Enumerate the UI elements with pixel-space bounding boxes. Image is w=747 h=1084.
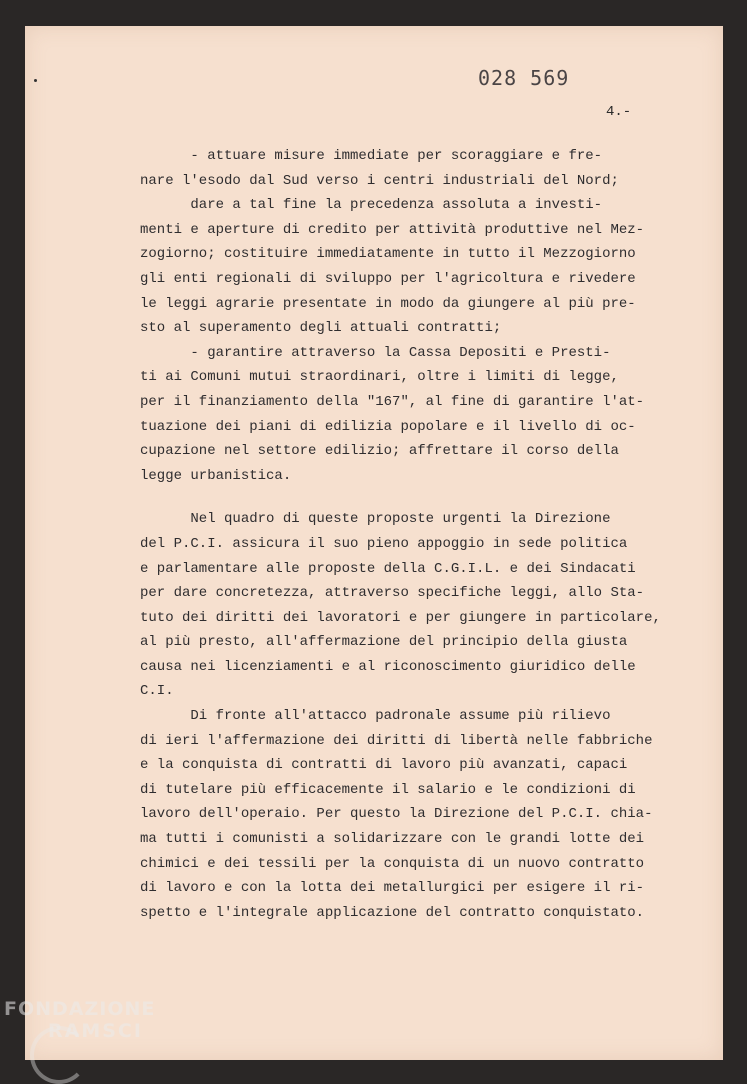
archive-stamp: 028 569 [478, 66, 570, 90]
text-line: dare a tal fine la precedenza assoluta a investi- [140, 197, 603, 214]
text-line [140, 488, 660, 507]
text-line: per il finanziamento della "167", al fine di garantire l'at- [140, 393, 645, 410]
text-line: di tutelare più efficacemente il salario e le condizioni di [140, 781, 636, 798]
text-line: di ieri l'affermazione dei diritti di libertà nelle fabbriche [140, 732, 653, 749]
text-line: e la conquista di contratti di lavoro più avanzati, capaci [140, 757, 628, 774]
watermark-line-1: FONDAZIONE [4, 998, 156, 1020]
text-line: menti e aperture di credito per attività produttive nel Mez- [140, 221, 645, 238]
text-line: causa nei licenziamenti e al riconoscimento giuridico delle [140, 658, 636, 675]
text-line: - garantire attraverso la Cassa Depositi e Presti- [140, 344, 611, 361]
text-line: C.I. [140, 683, 174, 700]
text-line: ti ai Comuni mutui straordinari, oltre i limiti di legge, [140, 369, 619, 386]
text-line: e parlamentare alle proposte della C.G.I.L. e dei Sindacati [140, 560, 636, 577]
text-line: ma tutti i comunisti a solidarizzare con le grandi lotte dei [140, 831, 645, 848]
text-line: al più presto, all'affermazione del principio della giusta [140, 634, 628, 651]
text-line: per dare concretezza, attraverso specifiche leggi, allo Sta- [140, 585, 645, 602]
page-number: 4.- [606, 104, 632, 120]
text-line: tuto dei diritti dei lavoratori e per giungere in particolare, [140, 609, 661, 626]
text-line: sto al superamento degli attuali contratti; [140, 320, 502, 337]
text-line: chimici e dei tessili per la conquista di un nuovo contratto [140, 855, 645, 872]
text-line: lavoro dell'operaio. Per questo la Direzione del P.C.I. chia- [140, 806, 653, 823]
text-line: del P.C.I. assicura il suo pieno appoggio in sede politica [140, 535, 628, 552]
text-line: legge urbanistica. [140, 467, 292, 484]
text-line: Nel quadro di queste proposte urgenti la Direzione [140, 511, 611, 528]
text-line: di lavoro e con la lotta dei metallurgici per esigere il ri- [140, 880, 645, 897]
margin-mark [34, 79, 37, 82]
text-line: gli enti regionali di sviluppo per l'agricoltura e rivedere [140, 270, 636, 287]
watermark-line-2: RAMSCI [48, 1020, 143, 1042]
text-line: cupazione nel settore edilizio; affrettare il corso della [140, 443, 619, 460]
text-line: - attuare misure immediate per scoraggiare e fre- [140, 148, 603, 164]
text-line: spetto e l'integrale applicazione del contratto conquistato. [140, 904, 645, 921]
document-body [140, 144, 660, 925]
text-line: nare l'esodo dal Sud verso i centri industriali del Nord; [140, 172, 619, 189]
text-line: Di fronte all'attacco padronale assume più rilievo [140, 708, 611, 725]
text-line: zogiorno; costituire immediatamente in tutto il Mezzogiorno [140, 246, 636, 263]
text-line: le leggi agrarie presentate in modo da giungere al più pre- [140, 295, 636, 312]
watermark-logo-icon [30, 1026, 88, 1084]
text-line: tuazione dei piani di edilizia popolare e il livello di oc- [140, 418, 636, 435]
